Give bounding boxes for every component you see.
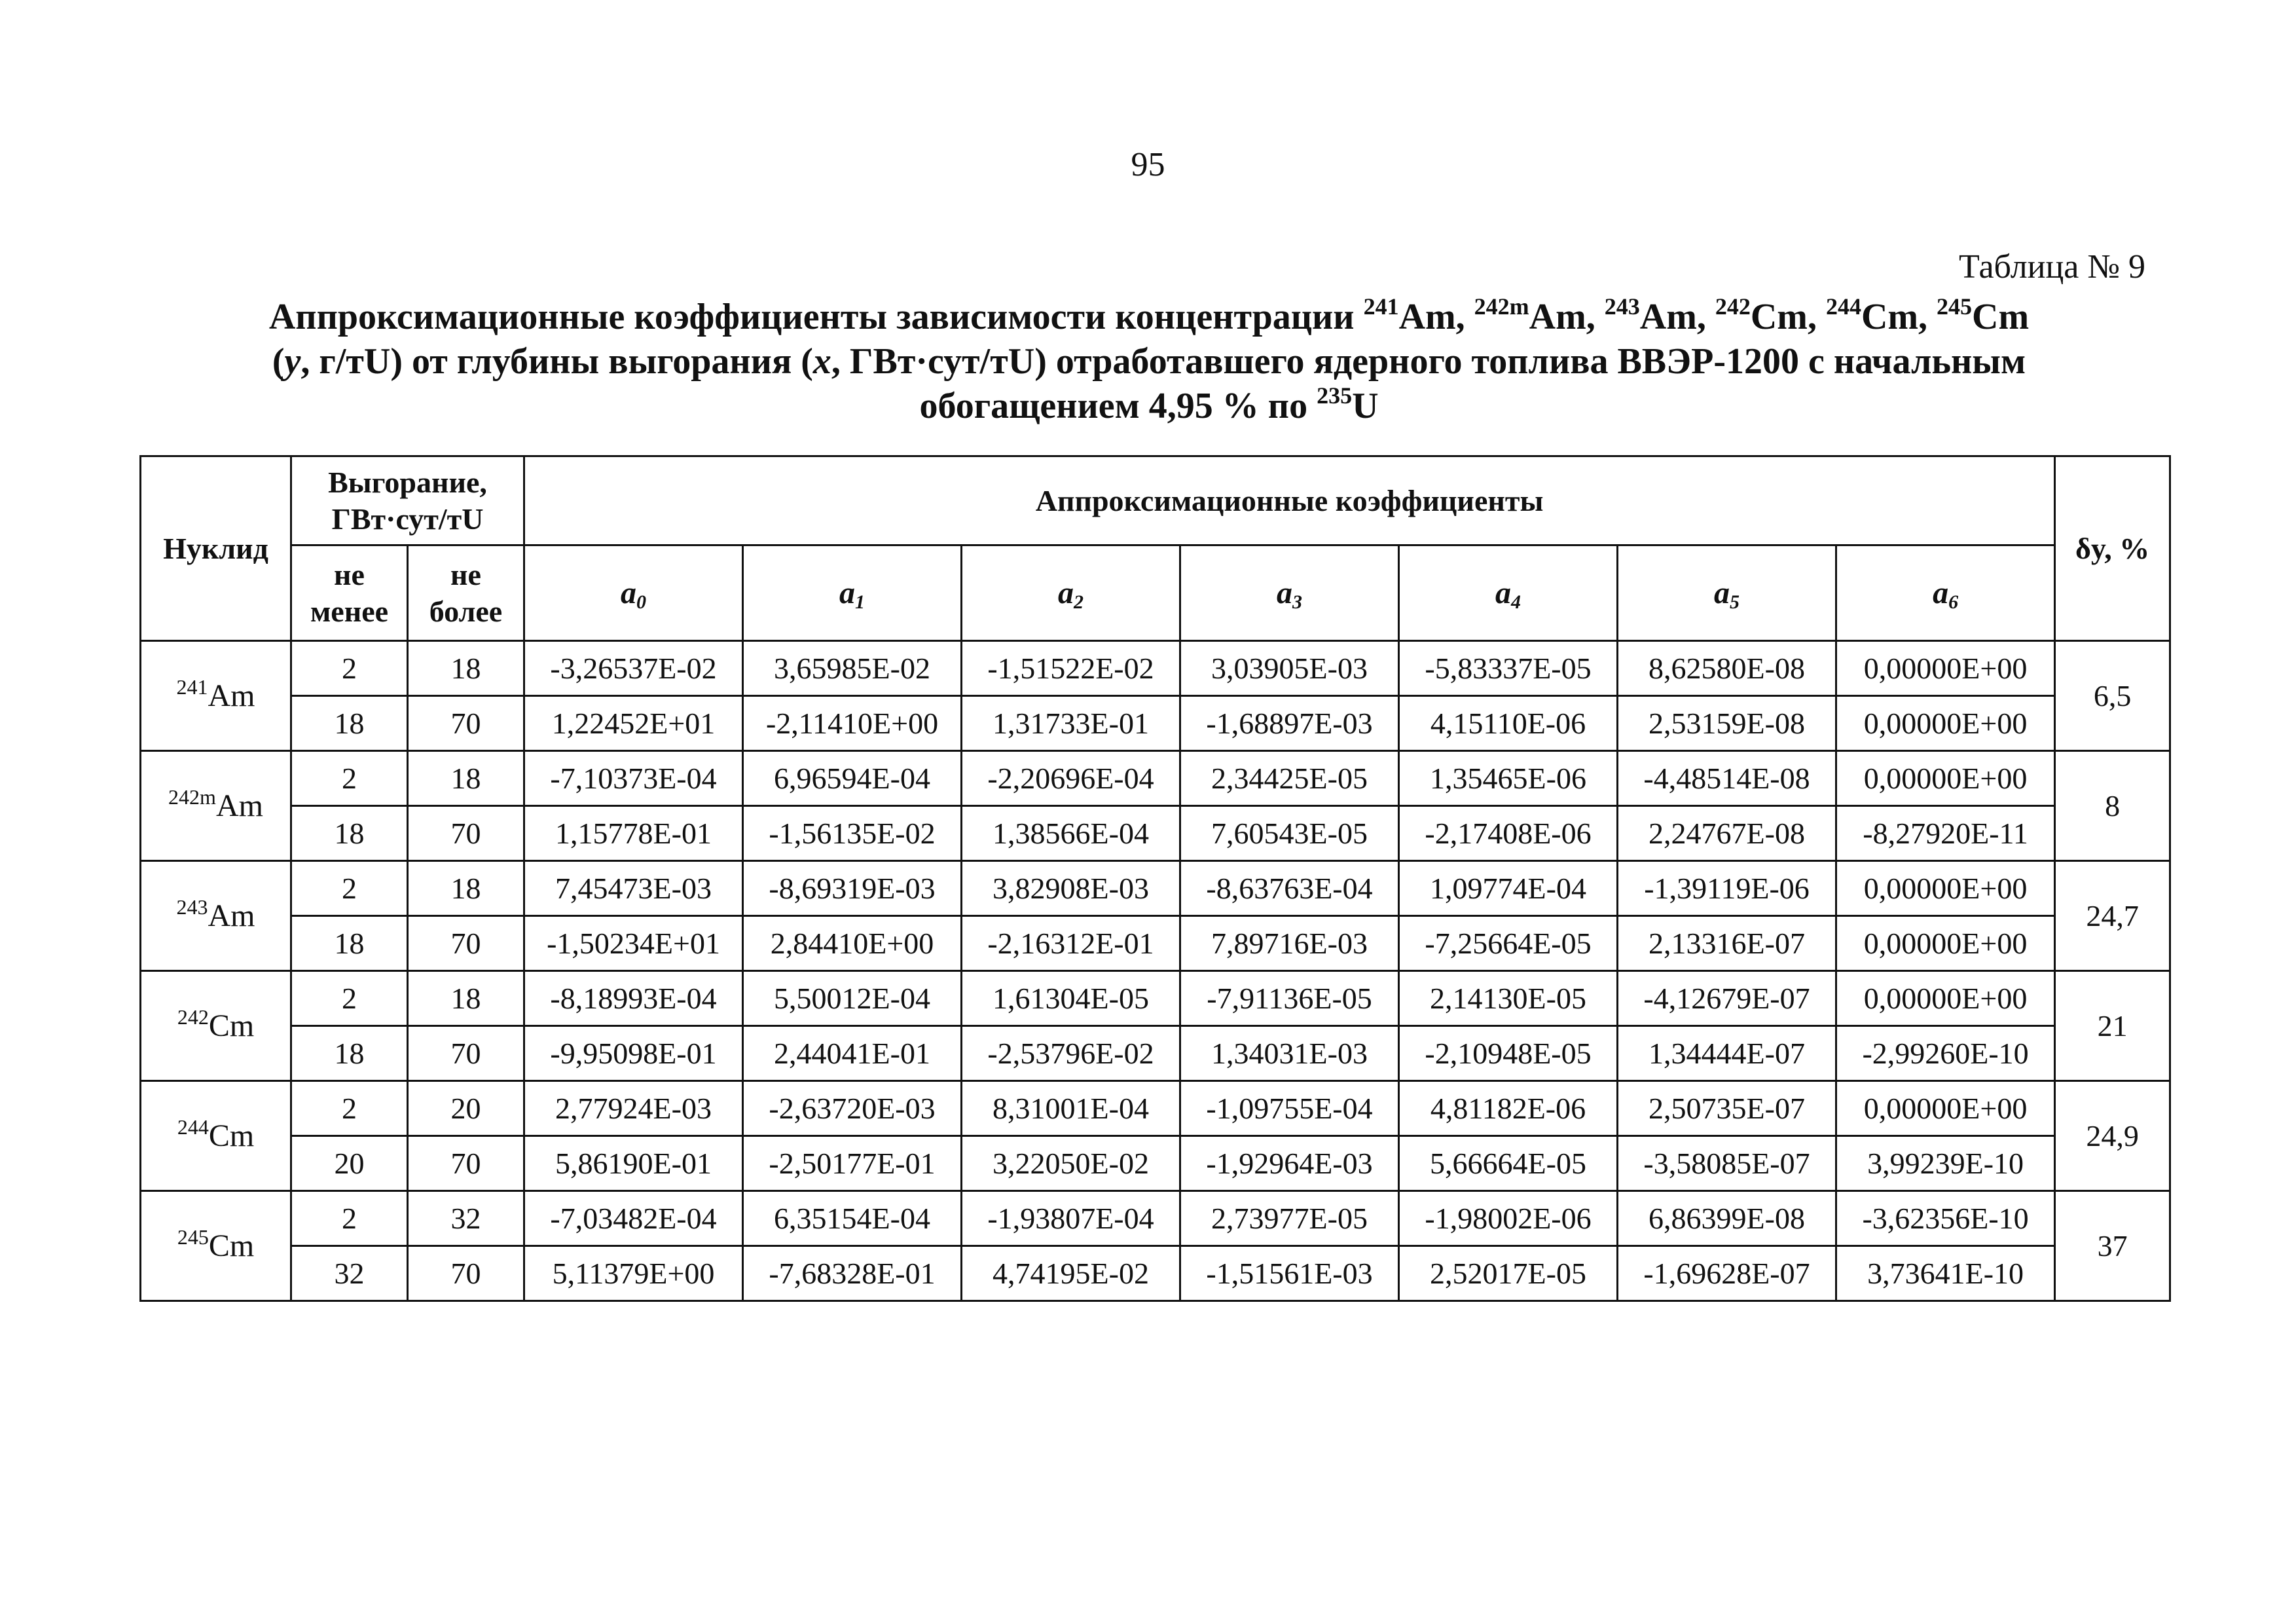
coef-a4-cell: 2,14130E-05: [1399, 971, 1618, 1026]
burnup-min-cell: 20: [291, 1136, 408, 1191]
burnup-max-cell: 70: [408, 916, 524, 971]
coef-a4-cell: 4,15110E-06: [1399, 696, 1618, 751]
table-row: [141, 806, 2170, 861]
nuclide-cell: [141, 1081, 291, 1191]
table-row: [141, 1026, 2170, 1081]
header-coef-2: [962, 545, 1180, 641]
table-row: [141, 861, 2170, 916]
coef-a5-cell: -3,58085E-07: [1618, 1136, 1836, 1191]
delta-cell: 21: [2055, 971, 2170, 1081]
burnup-max-cell: 70: [408, 806, 524, 861]
coef-a3-cell: 2,34425E-05: [1180, 751, 1399, 806]
coef-a0-cell: 1,15778E-01: [524, 806, 743, 861]
table-row: [141, 1081, 2170, 1136]
burnup-min-cell: 18: [291, 1026, 408, 1081]
coef-a1-cell: -2,50177E-01: [743, 1136, 962, 1191]
coef-a2-cell: 1,38566E-04: [962, 806, 1180, 861]
table-row: [141, 916, 2170, 971]
coef-a3-cell: -1,09755E-04: [1180, 1081, 1399, 1136]
nuclide-mass: 241: [176, 675, 208, 699]
coef-a1-cell: 6,96594E-04: [743, 751, 962, 806]
coef-a3-cell: -7,91136E-05: [1180, 971, 1399, 1026]
coef-a0-cell: 1,22452E+01: [524, 696, 743, 751]
coef-a0-cell: -1,50234E+01: [524, 916, 743, 971]
nuclide-cell: [141, 1191, 291, 1301]
coef-a6-cell: -8,27920E-11: [1836, 806, 2055, 861]
coef-a5-cell: -4,48514E-08: [1618, 751, 1836, 806]
burnup-max-cell: 20: [408, 1081, 524, 1136]
burnup-min-cell: 2: [291, 861, 408, 916]
burnup-max-cell: 70: [408, 696, 524, 751]
coef-a5-cell: -1,39119E-06: [1618, 861, 1836, 916]
nuclide-element: Am: [208, 898, 255, 933]
header-delta: δy, %: [2055, 456, 2170, 641]
caption-nuclide-element: Cm: [1750, 297, 1808, 337]
coef-symbol: $a_3$: [1277, 575, 1303, 613]
coef-symbol: $a_2$: [1058, 575, 1084, 613]
nuclide-cell: [141, 641, 291, 751]
coef-a6-cell: 3,73641E-10: [1836, 1246, 2055, 1301]
coef-a6-cell: 0,00000E+00: [1836, 641, 2055, 696]
header-coef-0: [524, 545, 743, 641]
coef-a5-cell: 1,34444E-07: [1618, 1026, 1836, 1081]
coef-a2-cell: 3,82908E-03: [962, 861, 1180, 916]
coef-a2-cell: -2,53796E-02: [962, 1026, 1180, 1081]
coef-a2-cell: -2,20696E-04: [962, 751, 1180, 806]
coef-index: 3: [1292, 591, 1303, 613]
burnup-min-cell: 18: [291, 806, 408, 861]
delta-cell: 24,7: [2055, 861, 2170, 971]
coef-a3-cell: -8,63763E-04: [1180, 861, 1399, 916]
coef-symbol: $a_0$: [621, 575, 647, 613]
coef-a3-cell: -1,51561E-03: [1180, 1246, 1399, 1301]
nuclide-element: Am: [208, 678, 255, 713]
burnup-min-cell: 18: [291, 916, 408, 971]
coef-a2-cell: -1,51522E-02: [962, 641, 1180, 696]
caption-y-unit: , г/тU) от глубины выгорания (: [301, 341, 813, 382]
burnup-min-cell: 2: [291, 641, 408, 696]
delta-cell: 37: [2055, 1191, 2170, 1301]
coef-a6-cell: 0,00000E+00: [1836, 1081, 2055, 1136]
delta-cell: 24,9: [2055, 1081, 2170, 1191]
header-min: не менее: [291, 545, 408, 641]
delta-cell: 6,5: [2055, 641, 2170, 751]
burnup-max-cell: 70: [408, 1246, 524, 1301]
table-row: [141, 1136, 2170, 1191]
coef-a1-cell: 5,50012E-04: [743, 971, 962, 1026]
caption-nuclide-element: Am: [1529, 297, 1586, 337]
caption-nuclide-mass: 243: [1604, 293, 1640, 320]
coef-a6-cell: 0,00000E+00: [1836, 916, 2055, 971]
delta-cell: 8: [2055, 751, 2170, 861]
coef-a5-cell: -4,12679E-07: [1618, 971, 1836, 1026]
coef-a1-cell: 6,35154E-04: [743, 1191, 962, 1246]
caption-separator: ,: [1696, 297, 1715, 337]
coef-a4-cell: 5,66664E-05: [1399, 1136, 1618, 1191]
coef-a3-cell: -1,68897E-03: [1180, 696, 1399, 751]
coef-index: 1: [855, 591, 866, 613]
coef-index: 4: [1511, 591, 1522, 613]
burnup-max-cell: 18: [408, 641, 524, 696]
coef-a6-cell: -3,62356E-10: [1836, 1191, 2055, 1246]
header-coef-6: [1836, 545, 2055, 641]
header-coef-3: [1180, 545, 1399, 641]
coef-a0-cell: -7,03482E-04: [524, 1191, 743, 1246]
coef-a0-cell: 5,86190E-01: [524, 1136, 743, 1191]
coef-a3-cell: 1,34031E-03: [1180, 1026, 1399, 1081]
burnup-max-cell: 18: [408, 751, 524, 806]
coef-a4-cell: 4,81182E-06: [1399, 1081, 1618, 1136]
coef-index: 5: [1730, 591, 1740, 613]
burnup-max-cell: 70: [408, 1136, 524, 1191]
coef-a4-cell: -5,83337E-05: [1399, 641, 1618, 696]
coef-a0-cell: -8,18993E-04: [524, 971, 743, 1026]
coef-a1-cell: 2,44041E-01: [743, 1026, 962, 1081]
coef-a5-cell: 2,13316E-07: [1618, 916, 1836, 971]
nuclide-mass: 242: [177, 1005, 209, 1029]
caption-u-element: U: [1352, 386, 1379, 426]
header-coef-5: [1618, 545, 1836, 641]
coef-a6-cell: 0,00000E+00: [1836, 971, 2055, 1026]
coef-a5-cell: 2,24767E-08: [1618, 806, 1836, 861]
caption-enrichment: обогащением 4,95 % по: [919, 386, 1317, 426]
page-number: 95: [1131, 146, 1165, 183]
caption-nuclide-mass: 242m: [1474, 293, 1529, 320]
coef-a2-cell: -2,16312E-01: [962, 916, 1180, 971]
coef-a1-cell: -8,69319E-03: [743, 861, 962, 916]
caption-x-variable: x: [812, 341, 831, 382]
burnup-max-cell: 70: [408, 1026, 524, 1081]
coef-index: 6: [1948, 591, 1959, 613]
coef-index: 0: [636, 591, 647, 613]
coef-a2-cell: 1,31733E-01: [962, 696, 1180, 751]
header-coef-4: [1399, 545, 1618, 641]
caption-separator: ,: [1586, 297, 1605, 337]
table-row: [141, 971, 2170, 1026]
burnup-min-cell: 2: [291, 1191, 408, 1246]
coef-symbol: $a_6$: [1933, 575, 1959, 613]
coef-symbol: $a_4$: [1495, 575, 1522, 613]
caption-separator: ,: [1807, 297, 1826, 337]
table-label: Таблица № 9: [1958, 248, 2145, 286]
coef-a3-cell: 7,89716E-03: [1180, 916, 1399, 971]
burnup-min-cell: 2: [291, 1081, 408, 1136]
header-burnup: Выгорание, ГВт·сут/тU: [291, 456, 524, 545]
nuclide-cell: [141, 971, 291, 1081]
caption-u-mass: 235: [1317, 382, 1353, 409]
coef-a0-cell: 2,77924E-03: [524, 1081, 743, 1136]
burnup-max-cell: 18: [408, 971, 524, 1026]
nuclide-element: Cm: [208, 1118, 255, 1153]
table-row: [141, 751, 2170, 806]
coef-a6-cell: 3,99239E-10: [1836, 1136, 2055, 1191]
coef-a2-cell: 3,22050E-02: [962, 1136, 1180, 1191]
coef-a6-cell: 0,00000E+00: [1836, 751, 2055, 806]
coef-a5-cell: 2,53159E-08: [1618, 696, 1836, 751]
caption-nuclide-mass: 242: [1715, 293, 1751, 320]
coefficients-table: [139, 455, 2171, 1302]
nuclide-mass: 242m: [168, 785, 216, 809]
caption-nuclide-element: Cm: [1861, 297, 1919, 337]
coef-a5-cell: 8,62580E-08: [1618, 641, 1836, 696]
nuclide-element: Am: [215, 788, 263, 823]
coef-a1-cell: -2,11410E+00: [743, 696, 962, 751]
caption-nuclide-list: [1363, 293, 2030, 337]
header-nuclide: Нуклид: [141, 456, 291, 641]
table-row: [141, 1191, 2170, 1246]
coef-a1-cell: 3,65985E-02: [743, 641, 962, 696]
coef-a4-cell: -2,10948E-05: [1399, 1026, 1618, 1081]
nuclide-mass: 245: [177, 1225, 209, 1249]
caption-nuclide-mass: 244: [1825, 293, 1861, 320]
table-row: [141, 1246, 2170, 1301]
coef-a0-cell: -3,26537E-02: [524, 641, 743, 696]
table-body: [141, 641, 2170, 1301]
coef-a4-cell: -1,98002E-06: [1399, 1191, 1618, 1246]
coef-a3-cell: -1,92964E-03: [1180, 1136, 1399, 1191]
caption-separator: ,: [1455, 297, 1474, 337]
coef-a3-cell: 7,60543E-05: [1180, 806, 1399, 861]
nuclide-mass: 243: [176, 895, 208, 919]
caption-separator: ,: [1918, 297, 1937, 337]
coef-symbol: $a_1$: [839, 575, 866, 613]
coef-a4-cell: 1,09774E-04: [1399, 861, 1618, 916]
coef-a2-cell: 1,61304E-05: [962, 971, 1180, 1026]
coef-a5-cell: 6,86399E-08: [1618, 1191, 1836, 1246]
burnup-max-cell: 18: [408, 861, 524, 916]
coef-a1-cell: -7,68328E-01: [743, 1246, 962, 1301]
header-coefficients: Аппроксимационные коэффициенты: [524, 456, 2055, 545]
coef-a4-cell: 1,35465E-06: [1399, 751, 1618, 806]
coef-a1-cell: -1,56135E-02: [743, 806, 962, 861]
coef-a4-cell: -2,17408E-06: [1399, 806, 1618, 861]
table-caption: Аппроксимационные коэффициенты зависимости концентрации $^{241}$Am, $^{242m}$Am, $^{243}$Am, $^{242}$Cm, $^{244}$Cm, $^{245}$Cm (y, г/тU) от глубины выгорания (x, ГВт·сут/тU) отработавшего ядерного топлива ВВЭР-1200 с начальным обогащением 4,95 % по $^{235}$U: [268, 293, 2030, 426]
coef-a6-cell: -2,99260E-10: [1836, 1026, 2055, 1081]
coef-a0-cell: -9,95098E-01: [524, 1026, 743, 1081]
coef-a2-cell: -1,93807E-04: [962, 1191, 1180, 1246]
coef-a0-cell: 5,11379E+00: [524, 1246, 743, 1301]
caption-nuclide-element: Cm: [1972, 297, 2030, 337]
coef-a6-cell: 0,00000E+00: [1836, 861, 2055, 916]
caption-y-variable: y: [284, 341, 301, 382]
coef-a3-cell: 3,03905E-03: [1180, 641, 1399, 696]
coef-a3-cell: 2,73977E-05: [1180, 1191, 1399, 1246]
burnup-max-cell: 32: [408, 1191, 524, 1246]
caption-prefix: Аппроксимационные коэффициенты зависимости концентрации: [268, 297, 1364, 337]
coef-a4-cell: 2,52017E-05: [1399, 1246, 1618, 1301]
coef-a5-cell: 2,50735E-07: [1618, 1081, 1836, 1136]
coef-a2-cell: 8,31001E-04: [962, 1081, 1180, 1136]
caption-x-unit: , ГВт·сут/тU) отработавшего ядерного топлива ВВЭР-1200 с начальным: [831, 341, 2026, 382]
nuclide-mass: 244: [177, 1115, 209, 1139]
coef-a5-cell: -1,69628E-07: [1618, 1246, 1836, 1301]
coef-symbol: $a_5$: [1714, 575, 1740, 613]
burnup-min-cell: 2: [291, 971, 408, 1026]
nuclide-cell: [141, 751, 291, 861]
nuclide-cell: [141, 861, 291, 971]
table-row: [141, 641, 2170, 696]
nuclide-element: Cm: [208, 1008, 255, 1043]
coef-a0-cell: -7,10373E-04: [524, 751, 743, 806]
caption-nuclide-element: Am: [1398, 297, 1456, 337]
caption-nuclide-mass: 241: [1363, 293, 1399, 320]
coef-a0-cell: 7,45473E-03: [524, 861, 743, 916]
coef-a1-cell: -2,63720E-03: [743, 1081, 962, 1136]
coef-a2-cell: 4,74195E-02: [962, 1246, 1180, 1301]
table-row: [141, 696, 2170, 751]
caption-nuclide-mass: 245: [1937, 293, 1973, 320]
burnup-min-cell: 18: [291, 696, 408, 751]
burnup-min-cell: 32: [291, 1246, 408, 1301]
coef-a6-cell: 0,00000E+00: [1836, 696, 2055, 751]
coef-a4-cell: -7,25664E-05: [1399, 916, 1618, 971]
header-coef-1: [743, 545, 962, 641]
nuclide-element: Cm: [208, 1228, 255, 1263]
burnup-min-cell: 2: [291, 751, 408, 806]
caption-nuclide-element: Am: [1639, 297, 1697, 337]
header-max: не более: [408, 545, 524, 641]
coef-a1-cell: 2,84410E+00: [743, 916, 962, 971]
coef-index: 2: [1074, 591, 1084, 613]
